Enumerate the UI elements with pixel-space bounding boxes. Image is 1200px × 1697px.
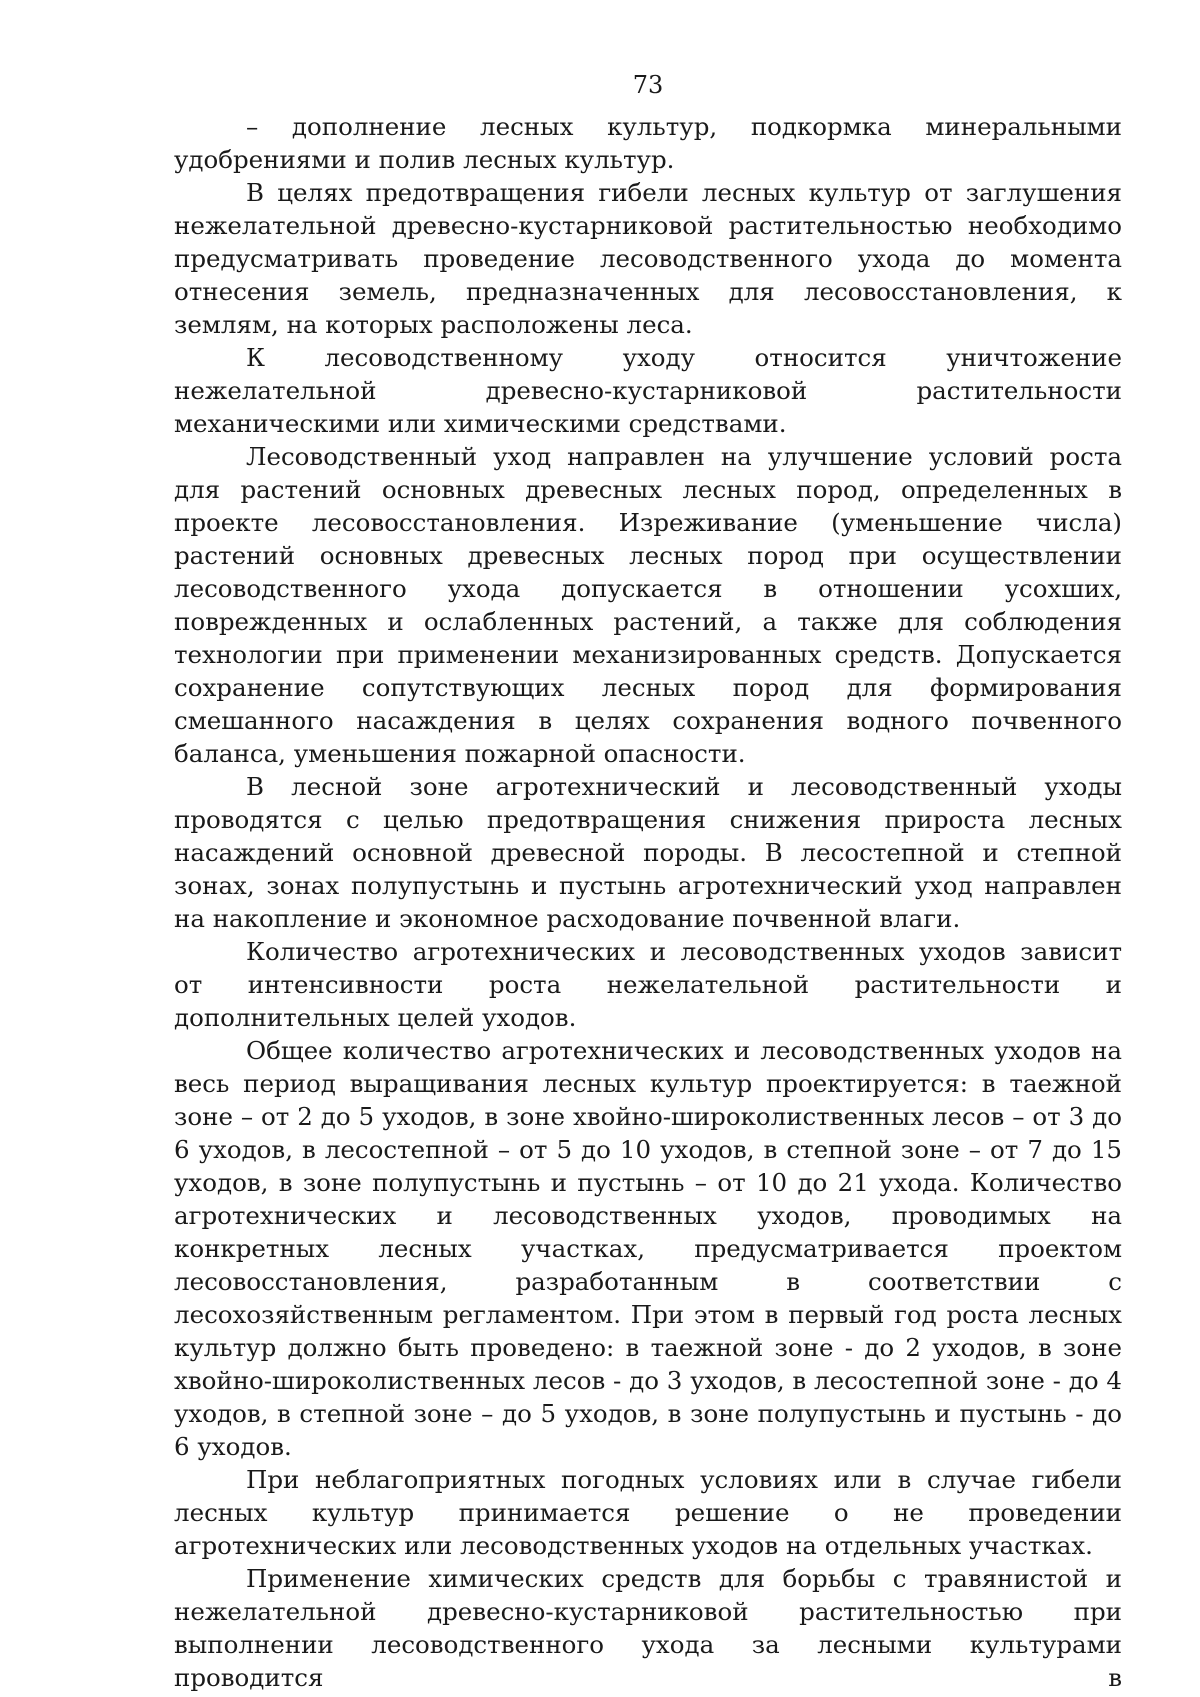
paragraph: При неблагоприятных погодных условиях или в случае гибели лесных культур принимается решение о не проведении агротехнических или лесоводственных уходов на отдельных участках.	[174, 1465, 1122, 1560]
paragraph: Общее количество агротехнических и лесоводственных уходов на весь период выращивания лесных культур проектируется: в таежной зоне – от 2 до 5 уходов, в зоне хвойно-широколиственных лесов – от 3 до 6 уходов, в лесостепной – от 5 до 10 уходов, в степной зоне – от 7 до 15 уходов, в зоне полупустынь и пустынь – от 10 до 21 ухода. Количество агротехнических и лесоводственных уходов, проводимых на конкретных лесных участках, предусматривается проектом лесовосстановления, разработанным в соответствии с лесохозяйственным регламентом. При этом в первый год роста лесных культур должно быть проведено: в таежной зоне - до 2 уходов, в зоне хвойно-широколиственных лесов - до 3 уходов, в лесостепной зоне - до 4 уходов, в степной зоне – до 5 уходов, в зоне полупустынь и пустынь - до 6 уходов.	[174, 1036, 1122, 1461]
paragraph: Применение химических средств для борьбы с травянистой и нежелательной древесно-кустарниковой растительностью при выполнении лесоводственного ухода за лесными культурами проводится в	[174, 1564, 1122, 1692]
paragraph: Лесоводственный уход направлен на улучшение условий роста для растений основных древесных лесных пород, определенных в проекте лесовосстановления. Изреживание (уменьшение числа) растений основных древесных лесных пород при осуществлении лесоводственного ухода допускается в отношении усохших, поврежденных и ослабленных растений, а также для соблюдения технологии при применении механизированных средств. Допускается сохранение сопутствующих лесных пород для формирования смешанного насаждения в целях сохранения водного почвенного баланса, уменьшения пожарной опасности.	[174, 442, 1122, 768]
paragraph: – дополнение лесных культур, подкормка минеральными удобрениями и полив лесных культур.	[174, 112, 1122, 174]
paragraph: К лесоводственному уходу относится уничтожение нежелательной древесно-кустарниковой растительности механическими или химическими средствами.	[174, 343, 1122, 438]
paragraph: Количество агротехнических и лесоводственных уходов зависит от интенсивности роста нежелательной растительности и дополнительных целей уходов.	[174, 937, 1122, 1032]
page-number: 73	[632, 71, 664, 99]
paragraph: В целях предотвращения гибели лесных культур от заглушения нежелательной древесно-кустарниковой растительностью необходимо предусматривать проведение лесоводственного ухода до момента отнесения земель, предназначенных для лесовосстановления, к землям, на которых расположены леса.	[174, 178, 1122, 339]
paragraph: В лесной зоне агротехнический и лесоводственный уходы проводятся с целью предотвращения снижения прироста лесных насаждений основной древесной породы. В лесостепной и степной зонах, зонах полупустынь и пустынь агротехнический уход направлен на накопление и экономное расходование почвенной влаги.	[174, 772, 1122, 933]
document-page	[174, 70, 1122, 1694]
